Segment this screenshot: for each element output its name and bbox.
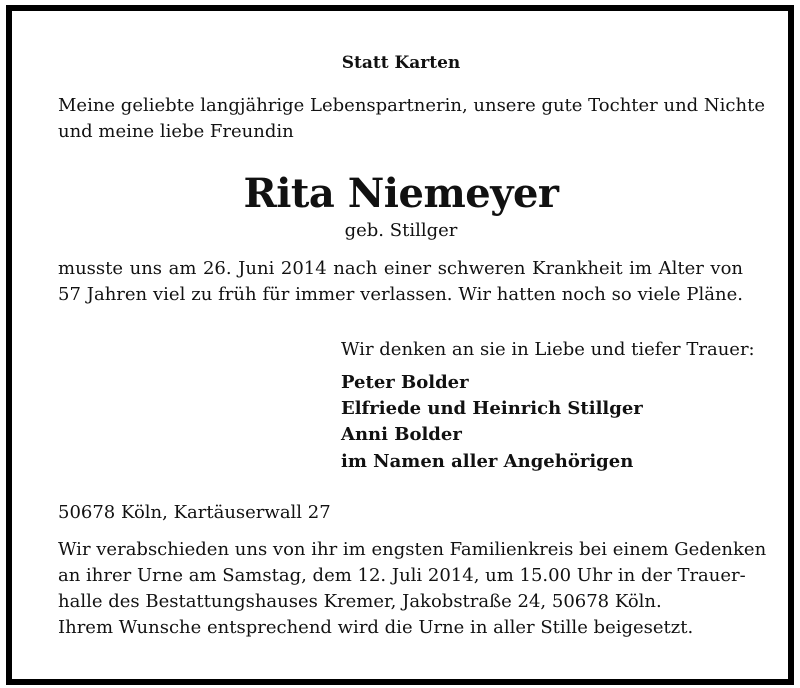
notice-heading: Statt Karten xyxy=(341,53,461,73)
closing-line-4: Ihrem Wunsche entsprechend wird die Urne in aller Stille beigesetzt. xyxy=(58,617,694,638)
birth-name: geb. Stillger xyxy=(344,220,458,241)
deceased-name: Rita Niemeyer xyxy=(243,170,559,217)
mourner-1: Peter Bolder xyxy=(341,372,469,393)
intro-line-2: und meine liebe Freundin xyxy=(58,121,294,142)
address-line: 50678 Köln, Kartäuserwall 27 xyxy=(58,502,331,523)
closing-line-1: Wir verabschieden uns von ihr im engsten Familienkreis bei einem Gedenken xyxy=(58,539,767,560)
closing-line-2: an ihrer Urne am Samstag, dem 12. Juli 2014, um 15.00 Uhr in der Trauer- xyxy=(58,565,746,586)
mourner-2: Elfriede und Heinrich Stillger xyxy=(341,398,643,419)
body-line-2: 57 Jahren viel zu früh für immer verlassen. Wir hatten noch so viele Pläne. xyxy=(58,284,743,305)
mourner-4: im Namen aller Angehörigen xyxy=(341,451,634,472)
mourning-line: Wir denken an sie in Liebe und tiefer Trauer: xyxy=(341,339,755,360)
mourner-3: Anni Bolder xyxy=(341,424,462,445)
intro-line-1: Meine geliebte langjährige Lebenspartnerin, unsere gute Tochter und Nichte xyxy=(58,95,765,116)
body-line-1: musste uns am 26. Juni 2014 nach einer schweren Krankheit im Alter von xyxy=(58,258,743,279)
closing-line-3: halle des Bestattungshauses Kremer, Jakobstraße 24, 50678 Köln. xyxy=(58,591,662,612)
